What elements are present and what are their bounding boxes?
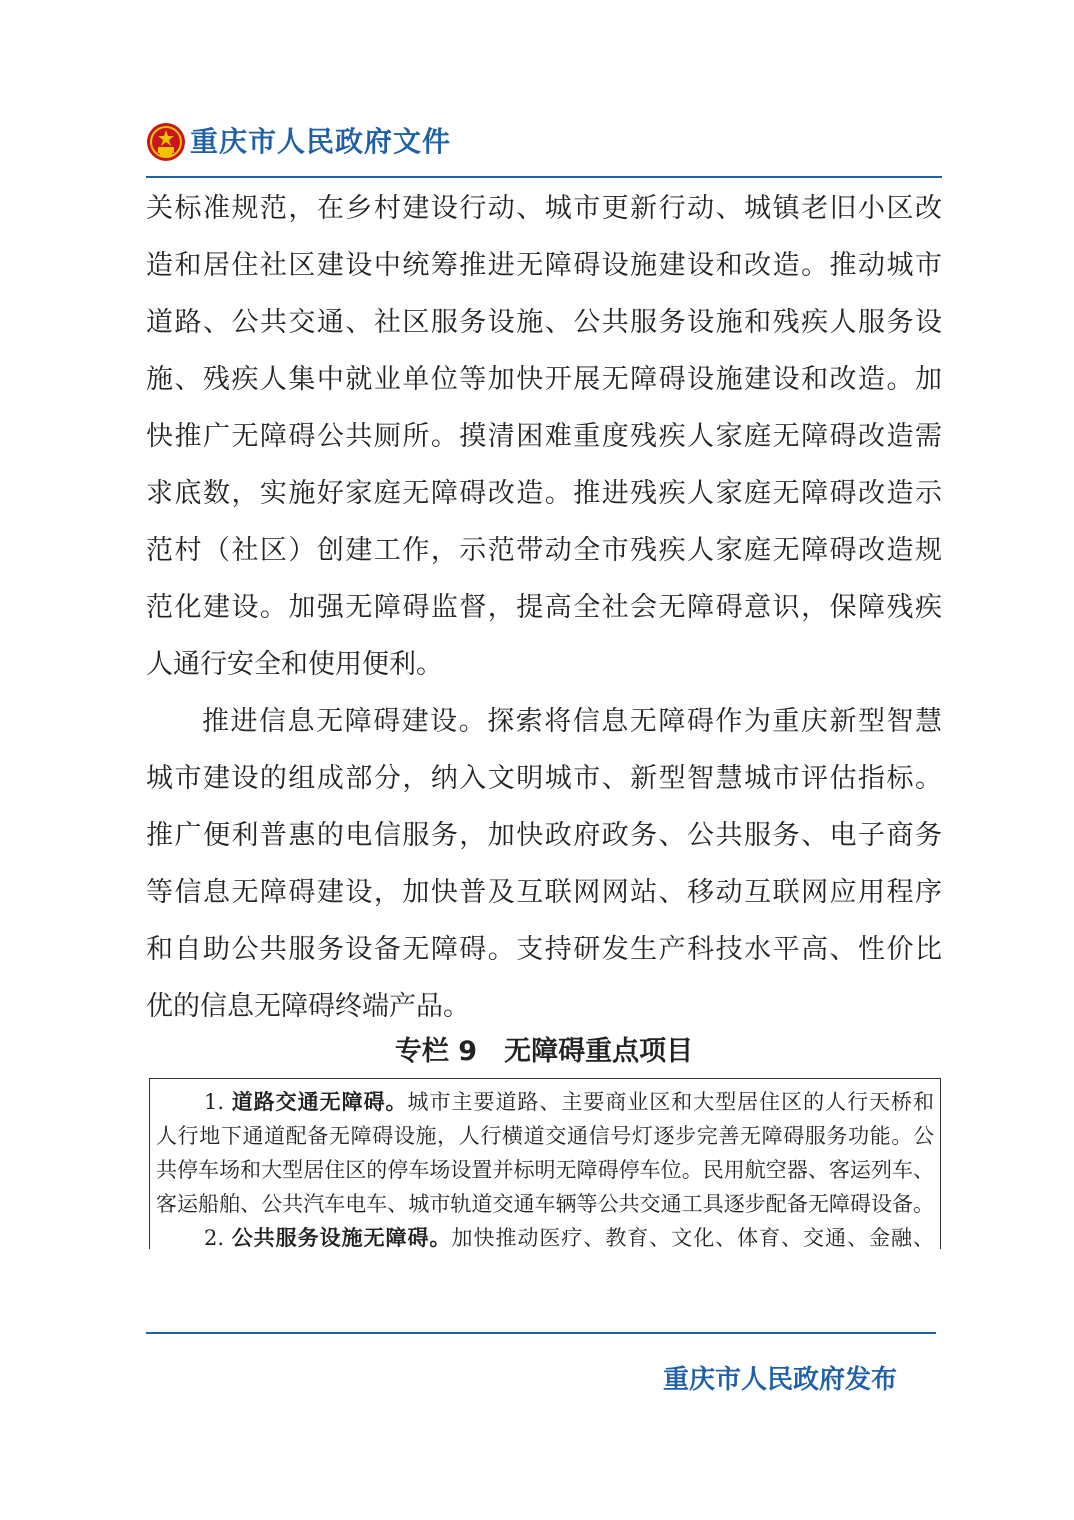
column-box	[149, 1078, 941, 1249]
column-item-1-line	[156, 1085, 934, 1119]
paragraph-line: 和自助公共服务设备无障碍。支持研发生产科技水平高、性价比	[146, 934, 942, 965]
paragraph-line: 范村（社区）创建工作，示范带动全市残疾人家庭无障碍改造规	[146, 535, 942, 566]
column-item-1-line: 共停车场和大型居住区的停车场设置并标明无障碍停车位。民用航空器、客运列车、	[156, 1158, 934, 1182]
footer-publisher: 重庆市人民政府发布	[663, 1365, 898, 1395]
paragraph-line: 城市建设的组成部分，纳入文明城市、新型智慧城市评估指标。	[146, 763, 942, 794]
paragraph-line: 优的信息无障碍终端产品。	[146, 991, 470, 1022]
item-heading: 道路交通无障碍。	[231, 1090, 408, 1114]
paragraph-line: 范化建设。加强无障碍监督，提高全社会无障碍意识，保障残疾	[146, 592, 942, 623]
item-text: 城市主要道路、主要商业区和大型居住区的人行天桥和	[407, 1090, 935, 1114]
paragraph-line: 人通行安全和使用便利。	[146, 649, 443, 680]
item-text: 加快推动医疗、教育、文化、体育、交通、金融、	[451, 1226, 935, 1249]
paragraph-line: 推广便利普惠的电信服务，加快政府政务、公共服务、电子商务	[146, 820, 942, 851]
paragraph-line: 造和居住社区建设中统筹推进无障碍设施建设和改造。推动城市	[146, 250, 942, 281]
paragraph-line: 关标准规范，在乡村建设行动、城市更新行动、城镇老旧小区改	[146, 193, 942, 224]
column-item-2-line	[156, 1221, 934, 1249]
column-item-1-line: 人行地下通道配备无障碍设施，人行横道交通信号灯逐步完善无障碍服务功能。公	[156, 1124, 934, 1148]
paragraph-line: 等信息无障碍建设，加快普及互联网网站、移动互联网应用程序	[146, 877, 942, 908]
paragraph-line: 施、残疾人集中就业单位等加快开展无障碍设施建设和改造。加	[146, 364, 942, 395]
paragraph-line: 推进信息无障碍建设。探索将信息无障碍作为重庆新型智慧	[202, 706, 942, 737]
item-heading: 公共服务设施无障碍。	[231, 1226, 452, 1249]
header-title: 重庆市人民政府文件	[190, 125, 452, 158]
national-emblem-icon	[146, 122, 186, 162]
footer-divider	[146, 1332, 936, 1334]
item-number: 1.	[204, 1090, 225, 1114]
paragraph-line: 道路、公共交通、社区服务设施、公共服务设施和残疾人服务设	[146, 307, 942, 338]
paragraph-line: 快推广无障碍公共厕所。摸清困难重度残疾人家庭无障碍改造需	[146, 421, 942, 452]
item-number: 2.	[204, 1226, 225, 1249]
body-text	[146, 180, 942, 1035]
column-title: 专栏 9 无障碍重点项目	[394, 1036, 694, 1067]
column-item-1-line: 客运船舶、公共汽车电车、城市轨道交通车辆等公共交通工具逐步配备无障碍设备。	[156, 1192, 934, 1216]
header-divider	[146, 176, 942, 178]
page-header	[146, 118, 942, 178]
paragraph-line: 求底数，实施好家庭无障碍改造。推进残疾人家庭无障碍改造示	[146, 478, 942, 509]
